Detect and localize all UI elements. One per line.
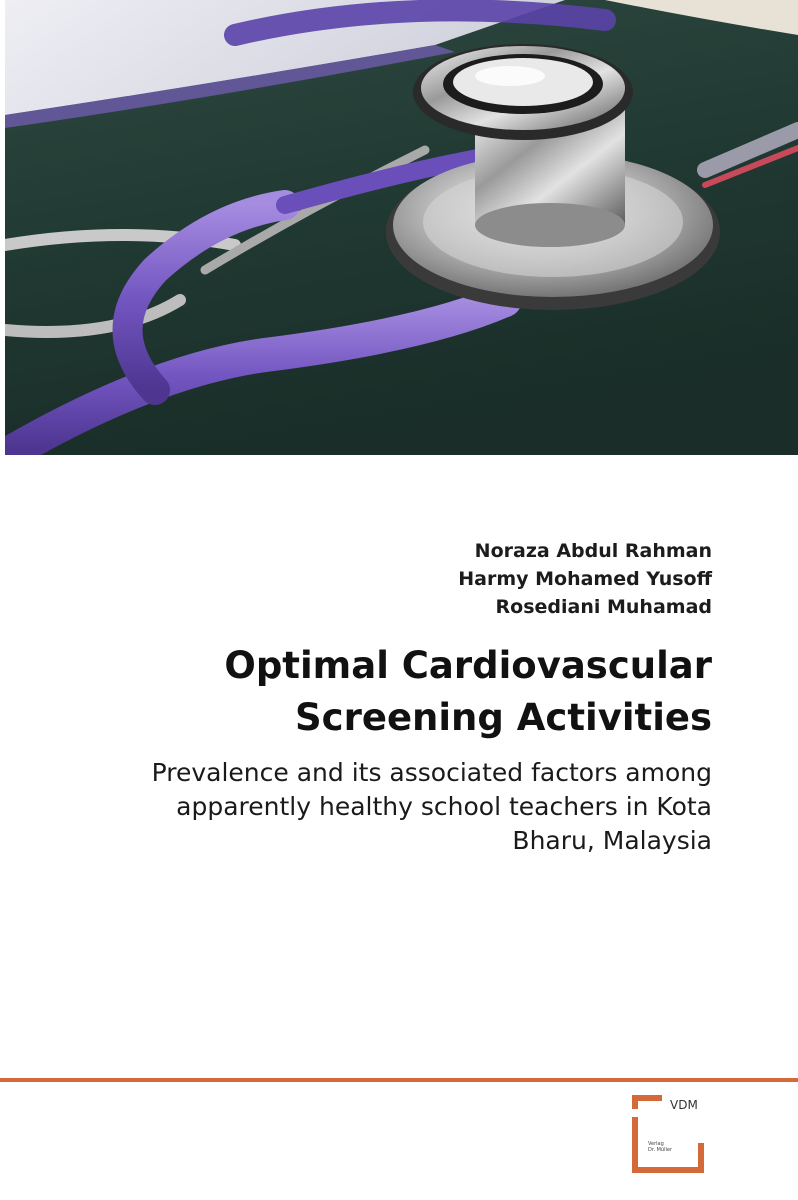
logo-text: VDM bbox=[670, 1098, 698, 1112]
stethoscope-photo bbox=[5, 0, 798, 455]
subtitle-line-1: Prevalence and its associated factors among bbox=[151, 758, 712, 787]
logo-subtext-line-1: Verlag bbox=[648, 1141, 664, 1147]
book-title bbox=[72, 640, 712, 744]
author-3: Rosediani Muhamad bbox=[495, 596, 712, 618]
author-1: Noraza Abdul Rahman bbox=[474, 540, 712, 562]
accent-rule bbox=[0, 1078, 798, 1082]
book-subtitle bbox=[72, 756, 712, 858]
author-list bbox=[458, 537, 712, 621]
logo-subtext-line-2: Dr. Müller bbox=[648, 1147, 673, 1153]
title-line-1: Optimal Cardiovascular bbox=[224, 644, 712, 687]
logo-subtext bbox=[648, 1141, 672, 1153]
stethoscope-icon bbox=[5, 0, 798, 455]
subtitle-line-2: apparently healthy school teachers in Kota bbox=[176, 792, 712, 821]
author-2: Harmy Mohamed Yusoff bbox=[458, 568, 712, 590]
subtitle-line-3: Bharu, Malaysia bbox=[512, 826, 712, 855]
title-line-2: Screening Activities bbox=[295, 696, 712, 739]
publisher-logo bbox=[632, 1095, 716, 1175]
